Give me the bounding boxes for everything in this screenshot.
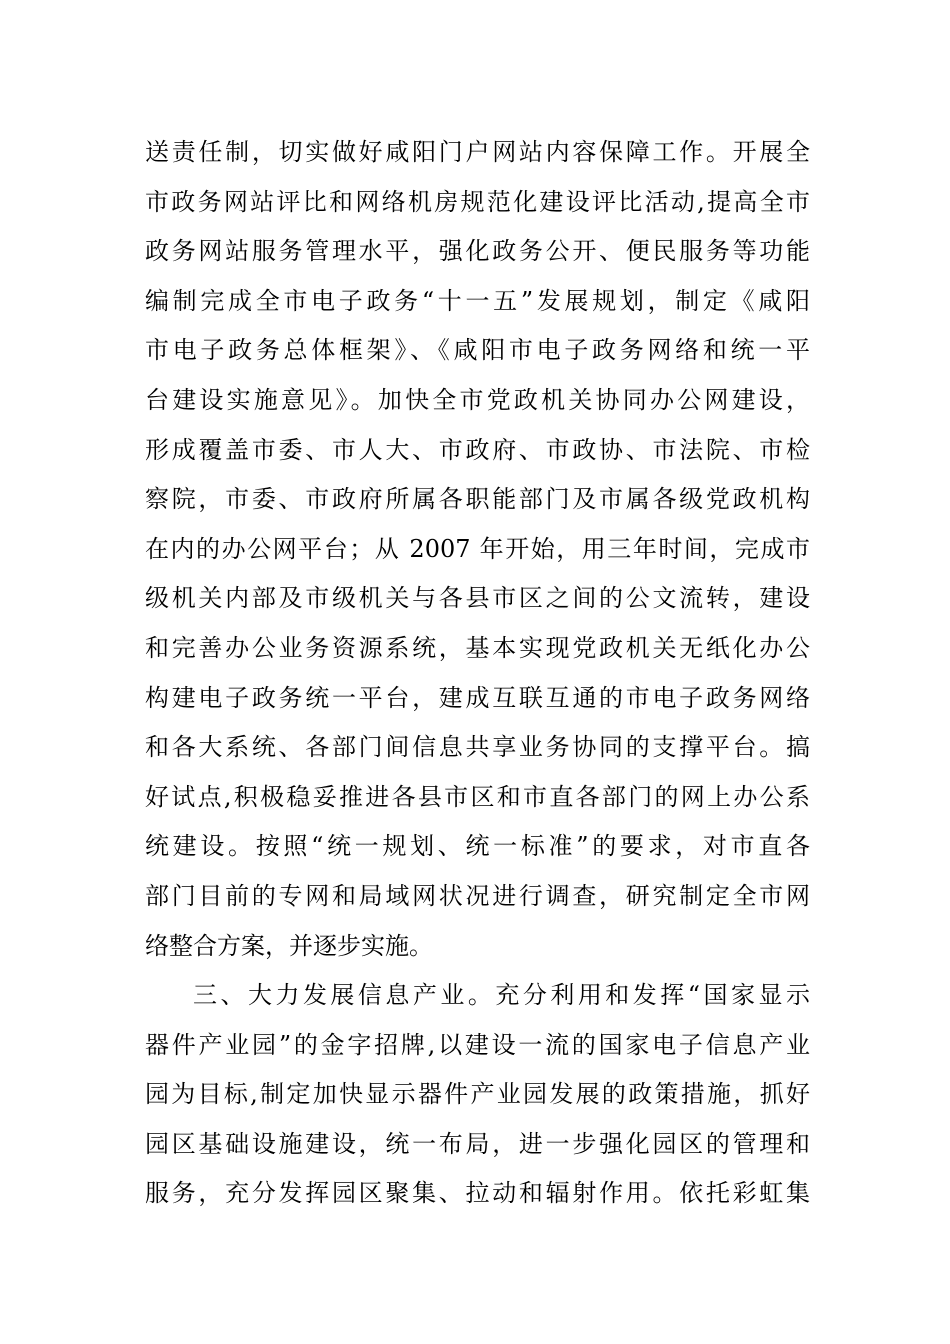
text-line: 市政务网站评比和网络机房规范化建设评比活动,提高全市 xyxy=(145,187,810,216)
text-line: 和各大系统、各部门间信息共享业务协同的支撑平台。搞 xyxy=(145,733,810,762)
text-line: 园为目标,制定加快显示器件产业园发展的政策措施，抓好 xyxy=(145,1080,810,1109)
text-line: 察院，市委、市政府所属各职能部门及市属各级党政机构 xyxy=(145,485,810,514)
text-line: 三、大力发展信息产业。充分利用和发挥“国家显示 xyxy=(193,981,810,1010)
text-line: 送责任制，切实做好咸阳门户网站内容保障工作。开展全 xyxy=(145,138,810,166)
text-line: 园区基础设施建设，统一布局，进一步强化园区的管理和 xyxy=(145,1129,810,1158)
text-line: 在内的办公网平台；从 2007 年开始，用三年时间，完成市 xyxy=(145,534,810,563)
text-line: 编制完成全市电子政务“十一五”发展规划，制定《咸阳 xyxy=(145,286,810,315)
text-line: 和完善办公业务资源系统，基本实现党政机关无纸化办公 xyxy=(145,633,810,662)
text-line: 部门目前的专网和局域网状况进行调查，研究制定全市网 xyxy=(145,881,810,910)
text-line: 级机关内部及市级机关与各县市区之间的公文流转，建设 xyxy=(145,584,810,613)
body-text xyxy=(145,128,810,1219)
text-line: 统建设。按照“统一规划、统一标准”的要求，对市直各 xyxy=(145,832,810,861)
text-line: 台建设实施意见》。加快全市党政机关协同办公网建设， xyxy=(145,385,810,414)
text-line: 构建电子政务统一平台，建成互联互通的市电子政务网络 xyxy=(145,683,810,712)
text-line: 政务网站服务管理水平，强化政务公开、便民服务等功能 xyxy=(145,237,810,266)
text-line: 服务，充分发挥园区聚集、拉动和辐射作用。依托彩虹集 xyxy=(145,1179,810,1208)
text-line: 市电子政务总体框架》、《咸阳市电子政务网络和统一平 xyxy=(145,336,810,365)
text-line: 器件产业园”的金字招牌,以建设一流的国家电子信息产业 xyxy=(145,1030,810,1059)
text-line: 好试点,积极稳妥推进各县市区和市直各部门的网上办公系 xyxy=(145,782,810,811)
text-line: 形成覆盖市委、市人大、市政府、市政协、市法院、市检 xyxy=(145,435,810,464)
text-line: 络整合方案，并逐步实施。 xyxy=(145,931,433,960)
